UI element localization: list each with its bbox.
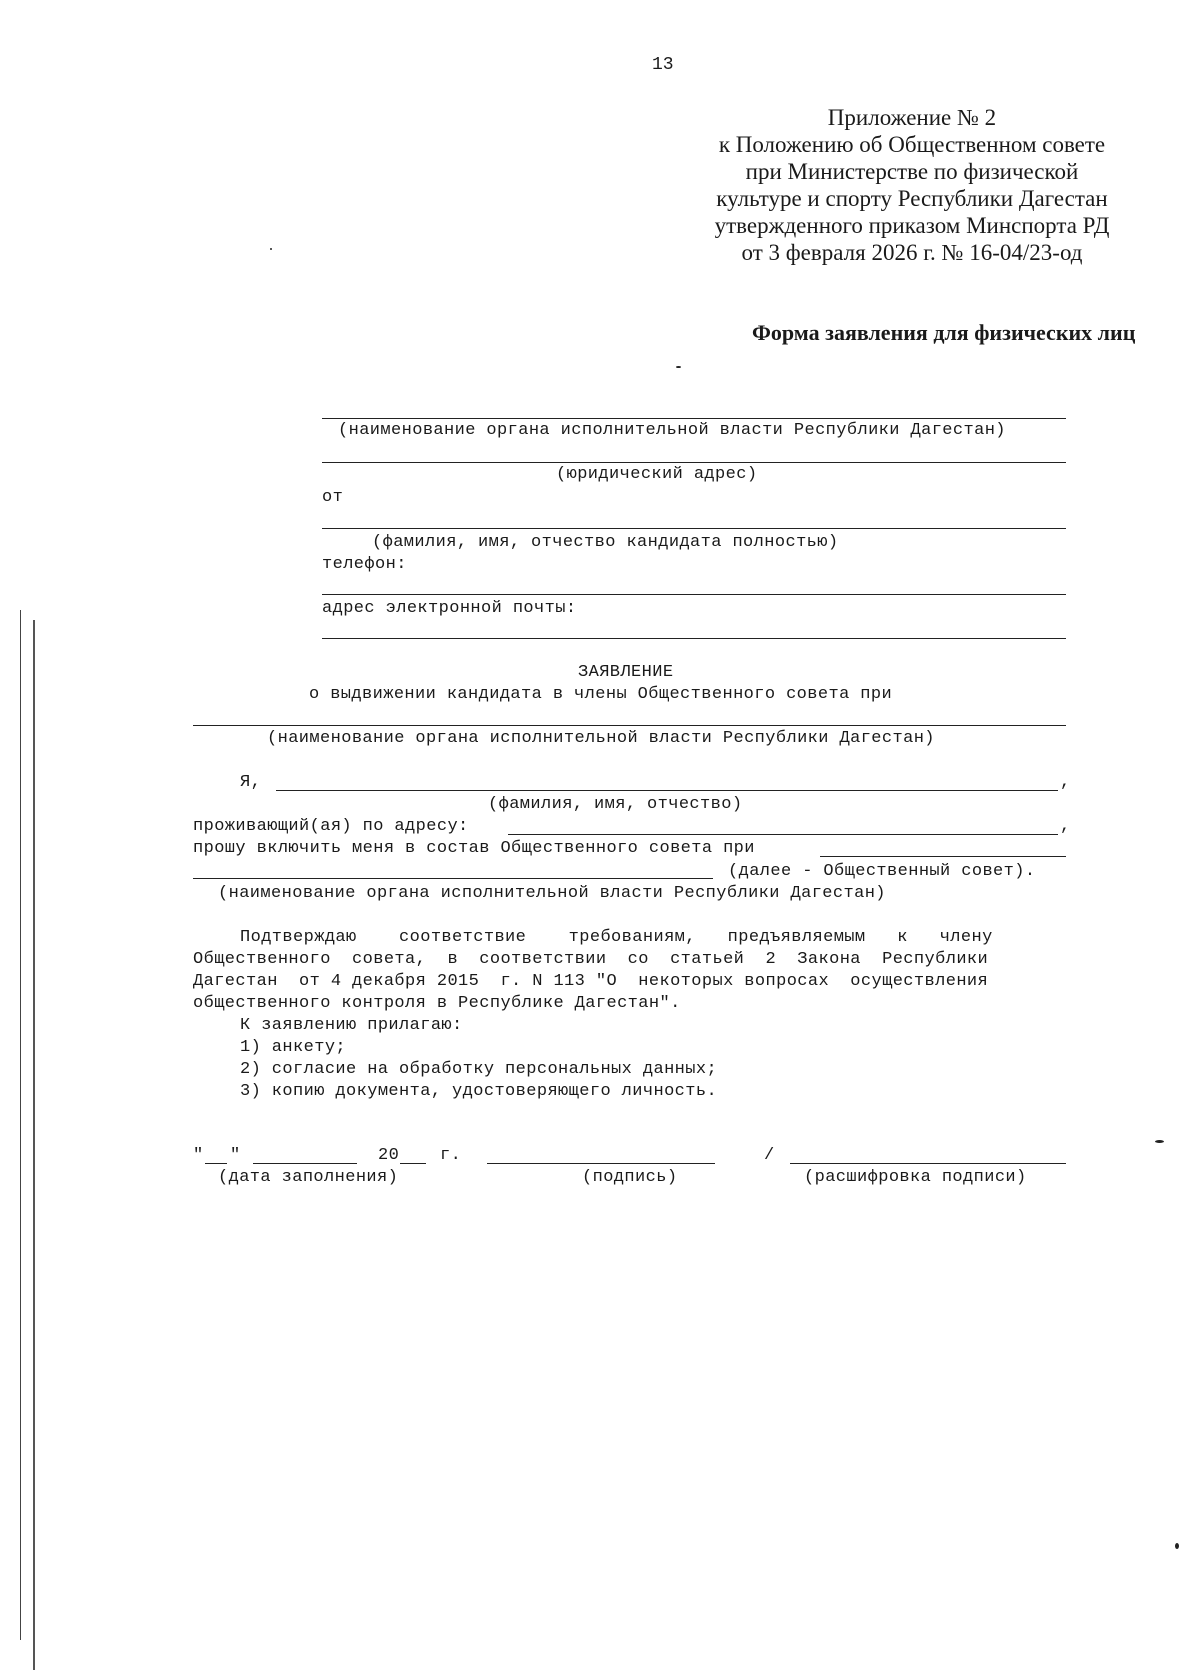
candidate-name-field-line bbox=[322, 528, 1066, 529]
confirm-line: Дагестан от 4 декабря 2015 г. N 113 "О некоторых вопросах осуществления bbox=[193, 972, 989, 991]
request-org-field-line-2 bbox=[193, 878, 713, 879]
scan-speck bbox=[1155, 1140, 1164, 1143]
date-year-field-line bbox=[400, 1163, 426, 1164]
candidate-name-caption: (фамилия, имя, отчество кандидата полностью) bbox=[372, 533, 839, 552]
decoding-field-line bbox=[790, 1163, 1066, 1164]
confirm-line: общественного контроля в Республике Дагестан". bbox=[193, 994, 681, 1013]
date-day-field-line bbox=[205, 1163, 227, 1164]
appendix-line: культуре и спорту Республики Дагестан bbox=[716, 186, 1108, 211]
decoding-caption: (расшифровка подписи) bbox=[804, 1168, 1027, 1187]
request-label: прошу включить меня в состав Общественного совета при bbox=[193, 839, 755, 858]
org-name-field-line bbox=[322, 418, 1066, 419]
date-caption: (дата заполнения) bbox=[218, 1168, 399, 1187]
form-title: Форма заявления для физических лиц bbox=[752, 320, 1136, 345]
fio-field-line bbox=[276, 790, 1058, 791]
scan-edge-line bbox=[20, 610, 21, 1640]
i-label: Я, bbox=[240, 773, 262, 792]
signature-slash: / bbox=[764, 1146, 775, 1165]
appendix-line: от 3 февраля 2026 г. № 16-04/23-од bbox=[741, 240, 1083, 265]
appendix-line: Приложение № 2 bbox=[827, 105, 997, 130]
residing-comma: , bbox=[1060, 817, 1071, 836]
residing-address-field-line bbox=[508, 834, 1058, 835]
body-org-caption: (наименование органа исполнительной власти Республики Дагестан) bbox=[218, 884, 886, 903]
scan-edge-line bbox=[33, 620, 35, 1670]
date-quote-close: " bbox=[230, 1146, 241, 1165]
residing-label: проживающий(ая) по адресу: bbox=[193, 817, 469, 836]
legal-address-field-line bbox=[322, 462, 1066, 463]
signature-field-line bbox=[487, 1163, 715, 1164]
attachment-item: 1) анкету; bbox=[240, 1038, 347, 1057]
email-label: адрес электронной почты: bbox=[322, 599, 577, 618]
confirm-line: Общественного совета, в соответствии со статьей 2 Закона Республики bbox=[193, 950, 989, 969]
attachments-intro: К заявлению прилагаю: bbox=[240, 1016, 463, 1035]
appendix-block bbox=[702, 104, 1122, 266]
phone-field-line bbox=[322, 594, 1066, 595]
request-org-field-line bbox=[820, 856, 1066, 857]
phone-label: телефон: bbox=[322, 555, 407, 574]
fio-caption: (фамилия, имя, отчество) bbox=[488, 795, 743, 814]
scan-speck bbox=[676, 366, 681, 368]
signature-caption: (подпись) bbox=[582, 1168, 678, 1187]
date-quote-open: " bbox=[193, 1146, 204, 1165]
org-name-caption: (наименование органа исполнительной власти Республики Дагестан) bbox=[338, 421, 1006, 440]
statement-org-caption: (наименование органа исполнительной власти Республики Дагестан) bbox=[267, 729, 935, 748]
from-label: от bbox=[322, 488, 344, 507]
statement-subtitle: о выдвижении кандидата в члены Общественного совета при bbox=[309, 685, 893, 704]
scan-speck bbox=[1175, 1543, 1179, 1549]
legal-address-caption: (юридический адрес) bbox=[556, 465, 758, 484]
attachment-item: 3) копию документа, удостоверяющего личность. bbox=[240, 1082, 718, 1101]
hereinafter-text: (далее - Общественный совет). bbox=[728, 862, 1036, 881]
date-year-suffix: г. bbox=[440, 1146, 462, 1165]
attachment-item: 2) согласие на обработку персональных данных; bbox=[240, 1060, 718, 1079]
appendix-line: к Положению об Общественном совете bbox=[718, 132, 1106, 157]
appendix-line: утвержденного приказом Минспорта РД bbox=[714, 213, 1110, 238]
confirm-line: Подтверждаю соответствие требованиям, предъявляемым к члену bbox=[240, 928, 993, 947]
appendix-line: при Министерстве по физической bbox=[745, 159, 1079, 184]
fio-comma: , bbox=[1060, 773, 1071, 792]
statement-org-field-line bbox=[193, 725, 1066, 726]
date-month-field-line bbox=[253, 1163, 357, 1164]
page-number: 13 bbox=[652, 55, 674, 75]
date-year-prefix: 20 bbox=[378, 1146, 400, 1165]
email-field-line bbox=[322, 638, 1066, 639]
scan-speck bbox=[270, 248, 272, 250]
statement-title: ЗАЯВЛЕНИЕ bbox=[578, 663, 674, 682]
